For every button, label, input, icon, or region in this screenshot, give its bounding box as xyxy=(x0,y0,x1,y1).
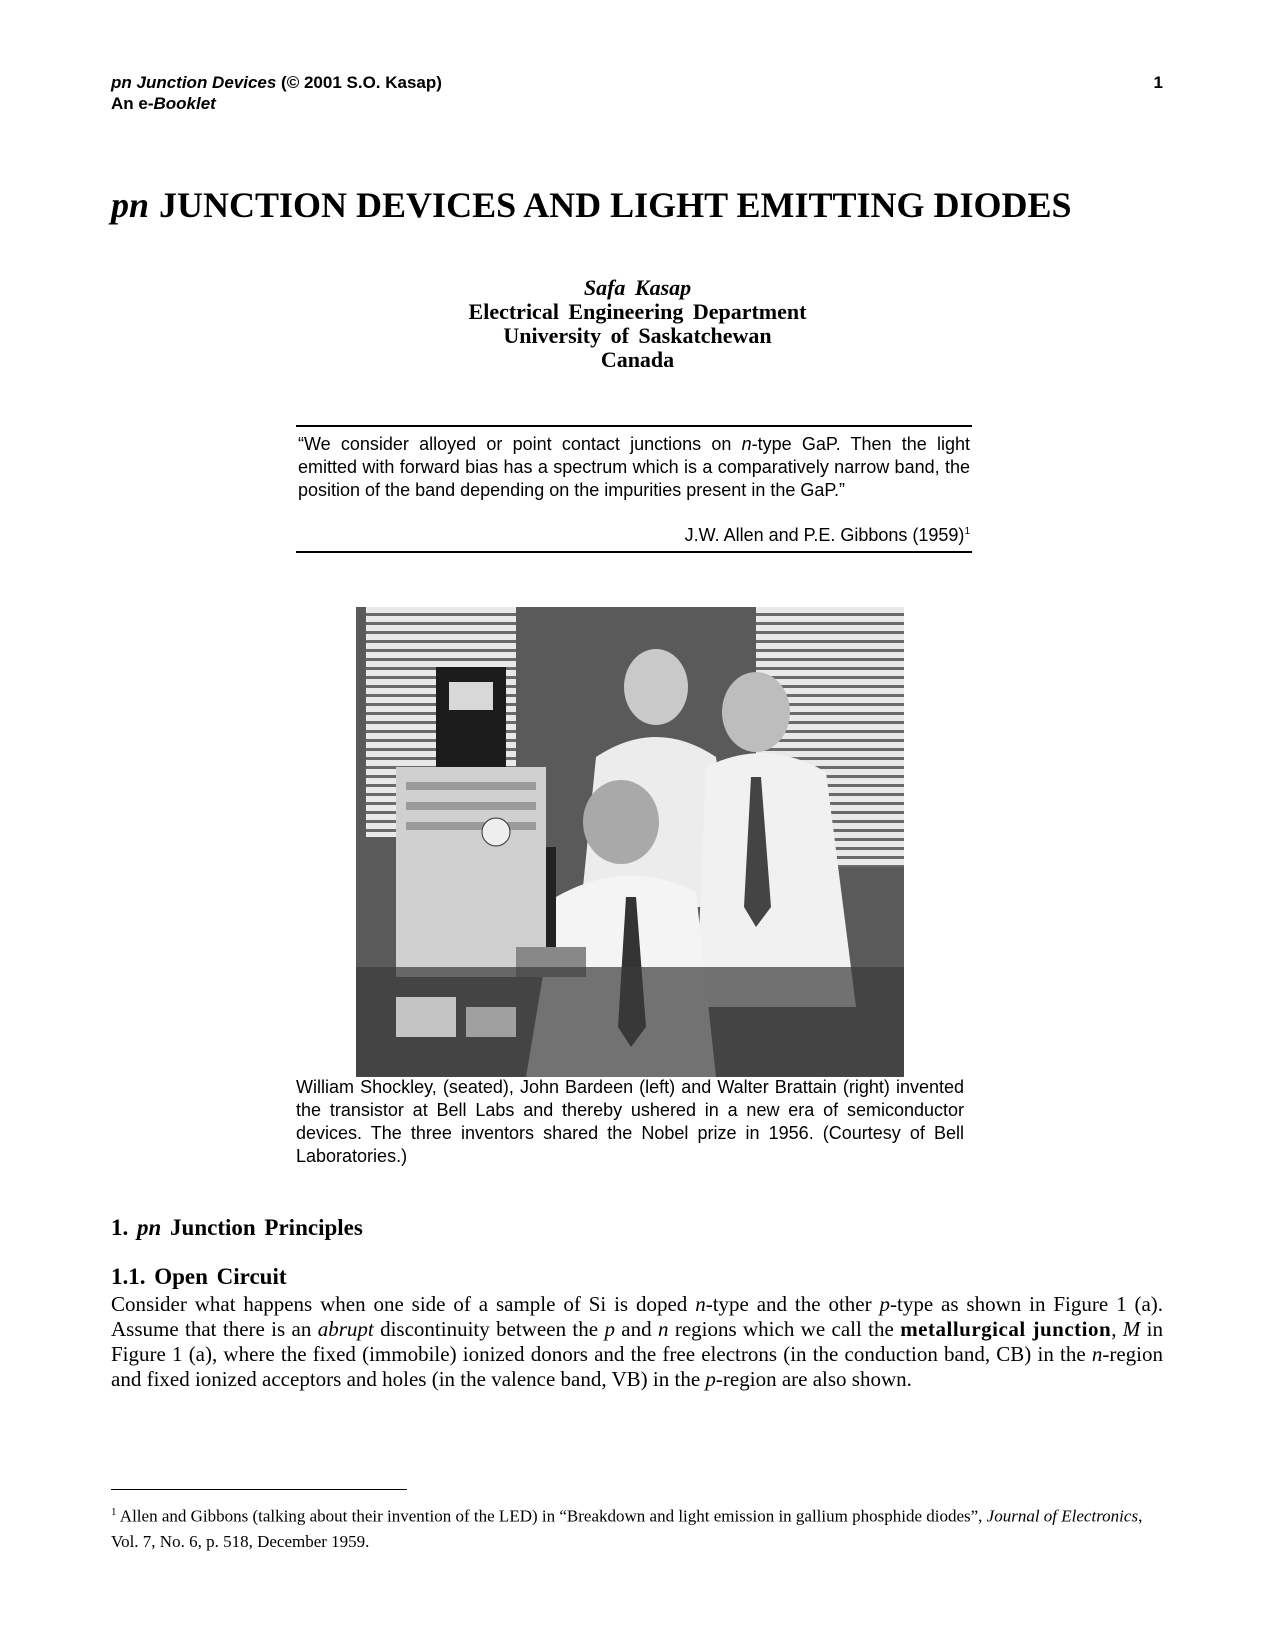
inventors-photo xyxy=(356,607,904,1077)
person-seated-head xyxy=(583,780,659,864)
author-name: Safa Kasap xyxy=(583,275,692,300)
person-right-head xyxy=(722,672,790,752)
instrument-cabinet xyxy=(396,767,546,977)
document-title: pn JUNCTION DEVICES AND LIGHT EMITTING DIODES xyxy=(111,185,1072,225)
running-header xyxy=(111,72,1163,114)
figure-caption: William Shockley, (seated), John Bardeen (left) and Walter Brattain (right) invented the transistor at Bell Labs and thereby ushered in a new era of semiconductor devices. The three inventors shared the Nobel prize in 1956. (Courtesy of Bell Laboratories.) xyxy=(296,1077,964,1166)
epigraph-quote xyxy=(296,425,972,553)
section-heading-1-1: 1.1. Open Circuit xyxy=(111,1264,287,1289)
author-department: Electrical Engineering Department xyxy=(468,299,807,324)
running-title: pn Junction Devices (© 2001 S.O. Kasap) xyxy=(111,73,442,92)
key-term: metallurgical junction xyxy=(900,1317,1112,1341)
section-heading-1: 1. pn Junction Principles xyxy=(111,1215,363,1240)
author-country: Canada xyxy=(600,347,675,372)
body-paragraph: Consider what happens when one side of a sample of Si is doped n-type and the other p-type as shown in Figure 1 (a). Assume that there is an abrupt discontinuity between the p and n regions which we call the metallurgical junction, M in Figure 1 (a), where the fixed (immobile) ionized donors and the free electrons (in the conduction band, CB) in the n-region and fixed ionized acceptors and holes (in the valence band, VB) in the p-region are also shown. xyxy=(111,1292,1164,1391)
microscope xyxy=(546,847,556,957)
author-block xyxy=(0,276,1275,372)
booklet-label: An e-Booklet xyxy=(111,94,216,113)
quote-attribution: J.W. Allen and P.E. Gibbons $(1959)^1$ xyxy=(684,525,970,545)
page-number: 1 xyxy=(1153,73,1163,92)
footnote-1: $^1$ Allen and Gibbons (talking about their invention of the LED) in “Breakdown and light emission in gallium phosphide diodes”, Journal of Electronics, Vol. 7, No. 6, p. 518, December 1959. xyxy=(111,1506,1143,1551)
quote-text: “We consider alloyed or point contact junctions on n-type GaP. Then the light emitted with forward bias has a spectrum which is a comparatively narrow band, the position of the band depending on the impurities present in the GaP.” xyxy=(298,434,970,500)
author-university: University of Saskatchewan xyxy=(503,323,772,348)
photo-illustration xyxy=(356,607,904,1077)
footnote-divider xyxy=(111,1489,407,1490)
footnote-marker[interactable]: 1 xyxy=(964,526,970,537)
person-left-head xyxy=(624,649,688,725)
